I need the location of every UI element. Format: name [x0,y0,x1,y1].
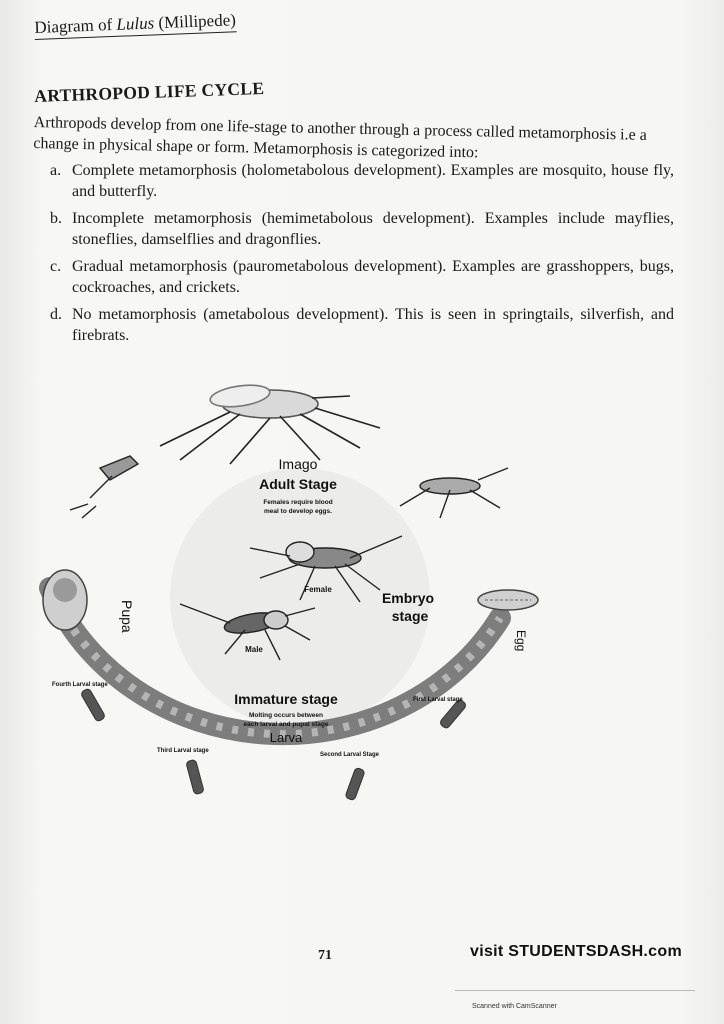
pupa-icon [43,570,87,630]
second-larval-label: Second Larval Stage [320,752,380,758]
first-larval-label: First Larval stage [413,697,463,703]
immature-note-line-2: each larval and pupal stage [243,721,329,728]
embryo-label: Embryo [381,590,435,606]
immature-stage-label: Immature stage [234,691,338,707]
list-item-text: No metamorphosis (ametabolous development). This is seen in springtails, silverfish, and firebrats. [72,306,674,344]
list-item [34,304,674,346]
egg-raft-icon [478,590,538,610]
list-item-text: Complete metamorphosis (holometabolous development). Examples are mosquito, house fly, and butterfly. [72,162,674,200]
larva-label: Larva [269,730,303,745]
caption-genus: Lulus [116,13,155,34]
list-item-text: Incomplete metamorphosis (hemimetabolous development). Examples include mayflies, stoneflies, damselflies and dragonflies. [72,210,674,248]
list-marker: a. [50,162,62,179]
scanner-note: Scanned with CamScanner [472,1003,557,1010]
adult-mosquito-right-icon [400,468,508,518]
male-label: Male [245,645,263,654]
egg-label: Egg [514,630,528,652]
adult-note-line-1: Females require blood [263,499,333,506]
caption-suffix: (Millipede) [153,10,237,33]
list-item [34,256,674,298]
pupa-label: Pupa [119,600,135,633]
caption-prefix: Diagram of [34,14,117,37]
adult-mosquito-top-icon [160,382,380,464]
intro-paragraph: Arthropods develop from one life-stage to another through a process called metamorphosis i.e a change in physical shape or form. Metamorphosis is categorized into: [33,113,647,162]
diagram-caption [34,10,236,40]
adult-note-line-2: meal to develop eggs. [264,508,332,515]
third-larval-label: Third Larval stage [157,748,209,754]
imago-label: Imago [278,456,318,472]
list-item [34,160,674,202]
site-watermark: visit STUDENTSDASH.com [470,943,682,960]
mosquito-life-cycle-diagram [30,368,590,828]
emerging-adult-icon [70,456,138,518]
adult-stage-label: Adult Stage [259,476,337,492]
list-item-text: Gradual metamorphosis (paurometabolous development). Examples are grasshoppers, bugs, cockroaches, and crickets. [72,258,674,296]
female-label: Female [304,585,332,594]
list-marker: c. [50,258,62,275]
list-marker: d. [50,306,62,323]
section-title: ARTHROPOD LIFE CYCLE [34,77,265,106]
immature-note-line-1: Molting occurs between [248,712,324,719]
fourth-larval-label: Fourth Larval stage [52,682,108,688]
divider [455,990,695,991]
list-item [34,208,674,250]
list-marker: b. [50,210,62,227]
embryo-stage-label: stage [391,608,429,624]
page-number: 71 [318,948,332,963]
section-body [34,112,674,352]
metamorphosis-list [34,160,674,346]
